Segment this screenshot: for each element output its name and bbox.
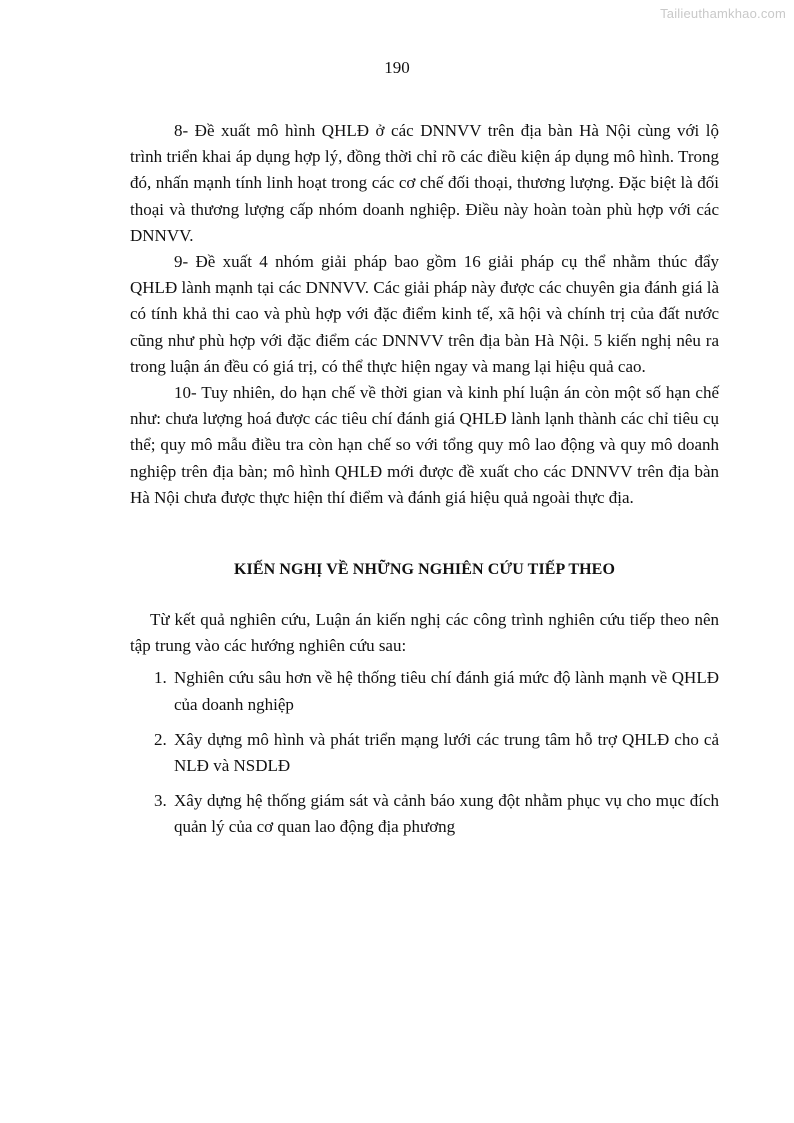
- list-item-number: 3.: [154, 791, 167, 811]
- page-number: 190: [384, 58, 410, 77]
- recommendation-list: [130, 665, 719, 840]
- section-heading: KIẾN NGHỊ VỀ NHỮNG NGHIÊN CỨU TIẾP THEO: [233, 561, 615, 579]
- list-item: [130, 665, 719, 717]
- list-item: [130, 788, 719, 840]
- paragraph-10: 10- Tuy nhiên, do hạn chế về thời gian và kinh phí luận án còn một số hạn chế như: chưa lượng hoá được các tiêu chí đánh giá QHLĐ lành lạnh thành các chỉ tiêu cụ thể; quy mô mẫu điều tra còn hạn chế so với tổng quy mô lao động và quy mô doanh nghiệp trên địa bàn; mô hình QHLĐ mới được đề xuất cho các DNNVV trên địa bàn Hà Nội chưa được thực hiện thí điểm và đánh giá hiệu quả ngoài thực địa.: [130, 383, 719, 507]
- list-item-text: Xây dựng hệ thống giám sát và cảnh báo xung đột nhằm phục vụ cho mục đích quản lý của cơ quan lao động địa phương: [174, 791, 719, 837]
- intro-paragraph: Từ kết quả nghiên cứu, Luận án kiến nghị các công trình nghiên cứu tiếp theo nên tập trung vào các hướng nghiên cứu sau:: [130, 610, 719, 656]
- document-body: [130, 118, 719, 850]
- list-item: [130, 727, 719, 779]
- paragraph-9: 9- Đề xuất 4 nhóm giải pháp bao gồm 16 giải pháp cụ thể nhằm thúc đẩy QHLĐ lành mạnh tại các DNNVV. Các giải pháp này được các chuyên gia đánh giá là có tính khả thi cao và phù hợp với đặc điểm kinh tế, xã hội và chính trị của đất nước cũng như phù hợp với đặc điểm các DNNVV trên địa bàn Hà Nội. 5 kiến nghị nêu ra trong luận án đều có giá trị, có thể thực hiện ngay và mang lại hiệu quả cao.: [130, 252, 719, 376]
- paragraph-8: 8- Đề xuất mô hình QHLĐ ở các DNNVV trên địa bàn Hà Nội cùng với lộ trình triển khai áp dụng hợp lý, đồng thời chỉ rõ các điều kiện áp dụng mô hình. Trong đó, nhấn mạnh tính linh hoạt trong các cơ chế đối thoại, thương lượng. Đặc biệt là đối thoại và thương lượng cấp nhóm doanh nghiệp. Điều này hoàn toàn phù hợp với các DNNVV.: [130, 121, 719, 245]
- list-item-number: 2.: [154, 729, 167, 749]
- watermark: Tailieuthamkhao.com: [660, 6, 786, 21]
- list-item-text: Xây dựng mô hình và phát triển mạng lưới các trung tâm hỗ trợ QHLĐ cho cả NLĐ và NSDLĐ: [174, 729, 719, 776]
- list-item-number: 1.: [154, 668, 167, 688]
- list-item-text: Nghiên cứu sâu hơn về hệ thống tiêu chí đánh giá mức độ lành mạnh về QHLĐ của doanh nghiệp: [174, 668, 719, 714]
